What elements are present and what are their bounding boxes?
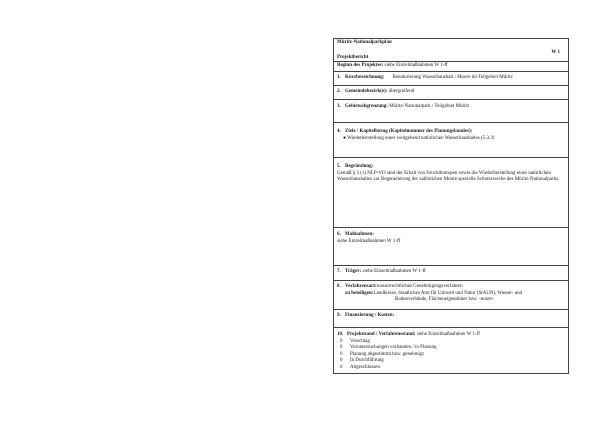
list-item: 0 Vorschlag [340,338,370,344]
financing-number: 9. [337,313,341,318]
short-title-value: Renaturierung Wasserhaushalt / Moore im Teilgebiet Müritz [392,75,513,80]
status-value: siehe Einzelmaßnahmen W 1-ff [415,332,480,337]
project-report-form [333,38,569,374]
justification-label: Begründung: [345,164,374,169]
report-type: Projektbericht [337,54,369,60]
municipality-value: übergreifend [387,89,415,94]
financing-label: Finanzierung / Kosten: [345,313,395,318]
participants-label: zu beteiligen: [345,290,374,296]
plan-title: Müritz-Nationalparkplan [337,40,392,45]
row-project-start [334,62,568,72]
sponsor-number: 7. [337,269,341,274]
row-area-boundary [334,100,568,123]
sponsor-label: Träger: [345,269,362,274]
procedure-number: 8. [337,284,341,289]
status-number: 10. [337,332,344,337]
measures-text: siehe Einzelmaßnahmen W 1-ff [337,238,401,244]
row-financing [334,310,568,328]
measure-code: W 1 [551,50,560,55]
measures-label: Maßnahmen: [345,232,374,237]
short-title-number: 1. [337,75,341,80]
row-sponsor [334,266,568,281]
list-item: 0 In Durchführung [340,358,384,364]
row-municipality [334,86,568,100]
measures-number: 6. [337,232,341,237]
list-item: 0 Abgeschlossen [340,364,380,370]
participants-value-cont: Bodenverbände, Flächeneigentümer bzw. -nutzer [395,297,494,303]
area-boundary-value: Müritz-Nationalpark / Teilgebiet Müritz [387,104,470,109]
row-status [334,328,568,373]
short-title-label: Kurzbezeichnung: [345,75,385,80]
row-measures [334,228,568,266]
sponsor-value: siehe Einzelmaßnahmen W 1-ff [361,269,426,274]
list-item: 0 Planung abgestimmt bzw. genehmigt [340,351,424,357]
participants-value: Landkreise, Staatliches Amt für Umwelt und Natur (StAUN), Wasser- und [373,290,523,296]
goals-label: Ziele / Kapitelbezug (Kapitelnummer des Planungsbandes): [345,129,473,134]
goals-list [337,136,565,143]
status-options [337,339,565,372]
list-item: 0 Voruntersuchungen vorhanden / in Planung [340,345,437,351]
row-procedure [334,281,568,310]
project-start-value: siehe Einzelmaßnahmen W 1-ff [383,63,448,68]
municipality-label: Gemeindebezirk(e): [345,89,388,94]
procedure-label: Verfahrensart: [345,284,377,289]
procedure-value: wasserrechtliches Genehmigungsverfahren [376,284,463,289]
project-start-label: Beginn des Projektes: [337,63,384,68]
area-boundary-label: Gebietsabgrenzung: [345,104,388,109]
area-boundary-number: 3. [337,104,341,109]
goals-number: 4. [337,129,341,134]
list-item: ● Wiederherstellung eines weitgehend natürlichen Wasserhaushaltes (5.3.3) [343,135,495,141]
municipality-number: 2. [337,89,341,94]
row-short-title [334,72,568,86]
justification-text: Gemäß § 3 (1) NLP-VO sind der Erhalt von Feuchtbiotopen sowie die Wiederherstellung eines natürlichen Wasserhaushaltes zur Regenerierung der zahlreichen Moore spezielle Schutzzwecke des Müritz-Nationalparks. [337,170,560,183]
row-goals [334,123,568,158]
justification-number: 5. [337,164,341,169]
form-header [334,39,568,62]
row-justification [334,158,568,228]
status-label: Projektstand / Verfahrensstand: [347,332,416,337]
